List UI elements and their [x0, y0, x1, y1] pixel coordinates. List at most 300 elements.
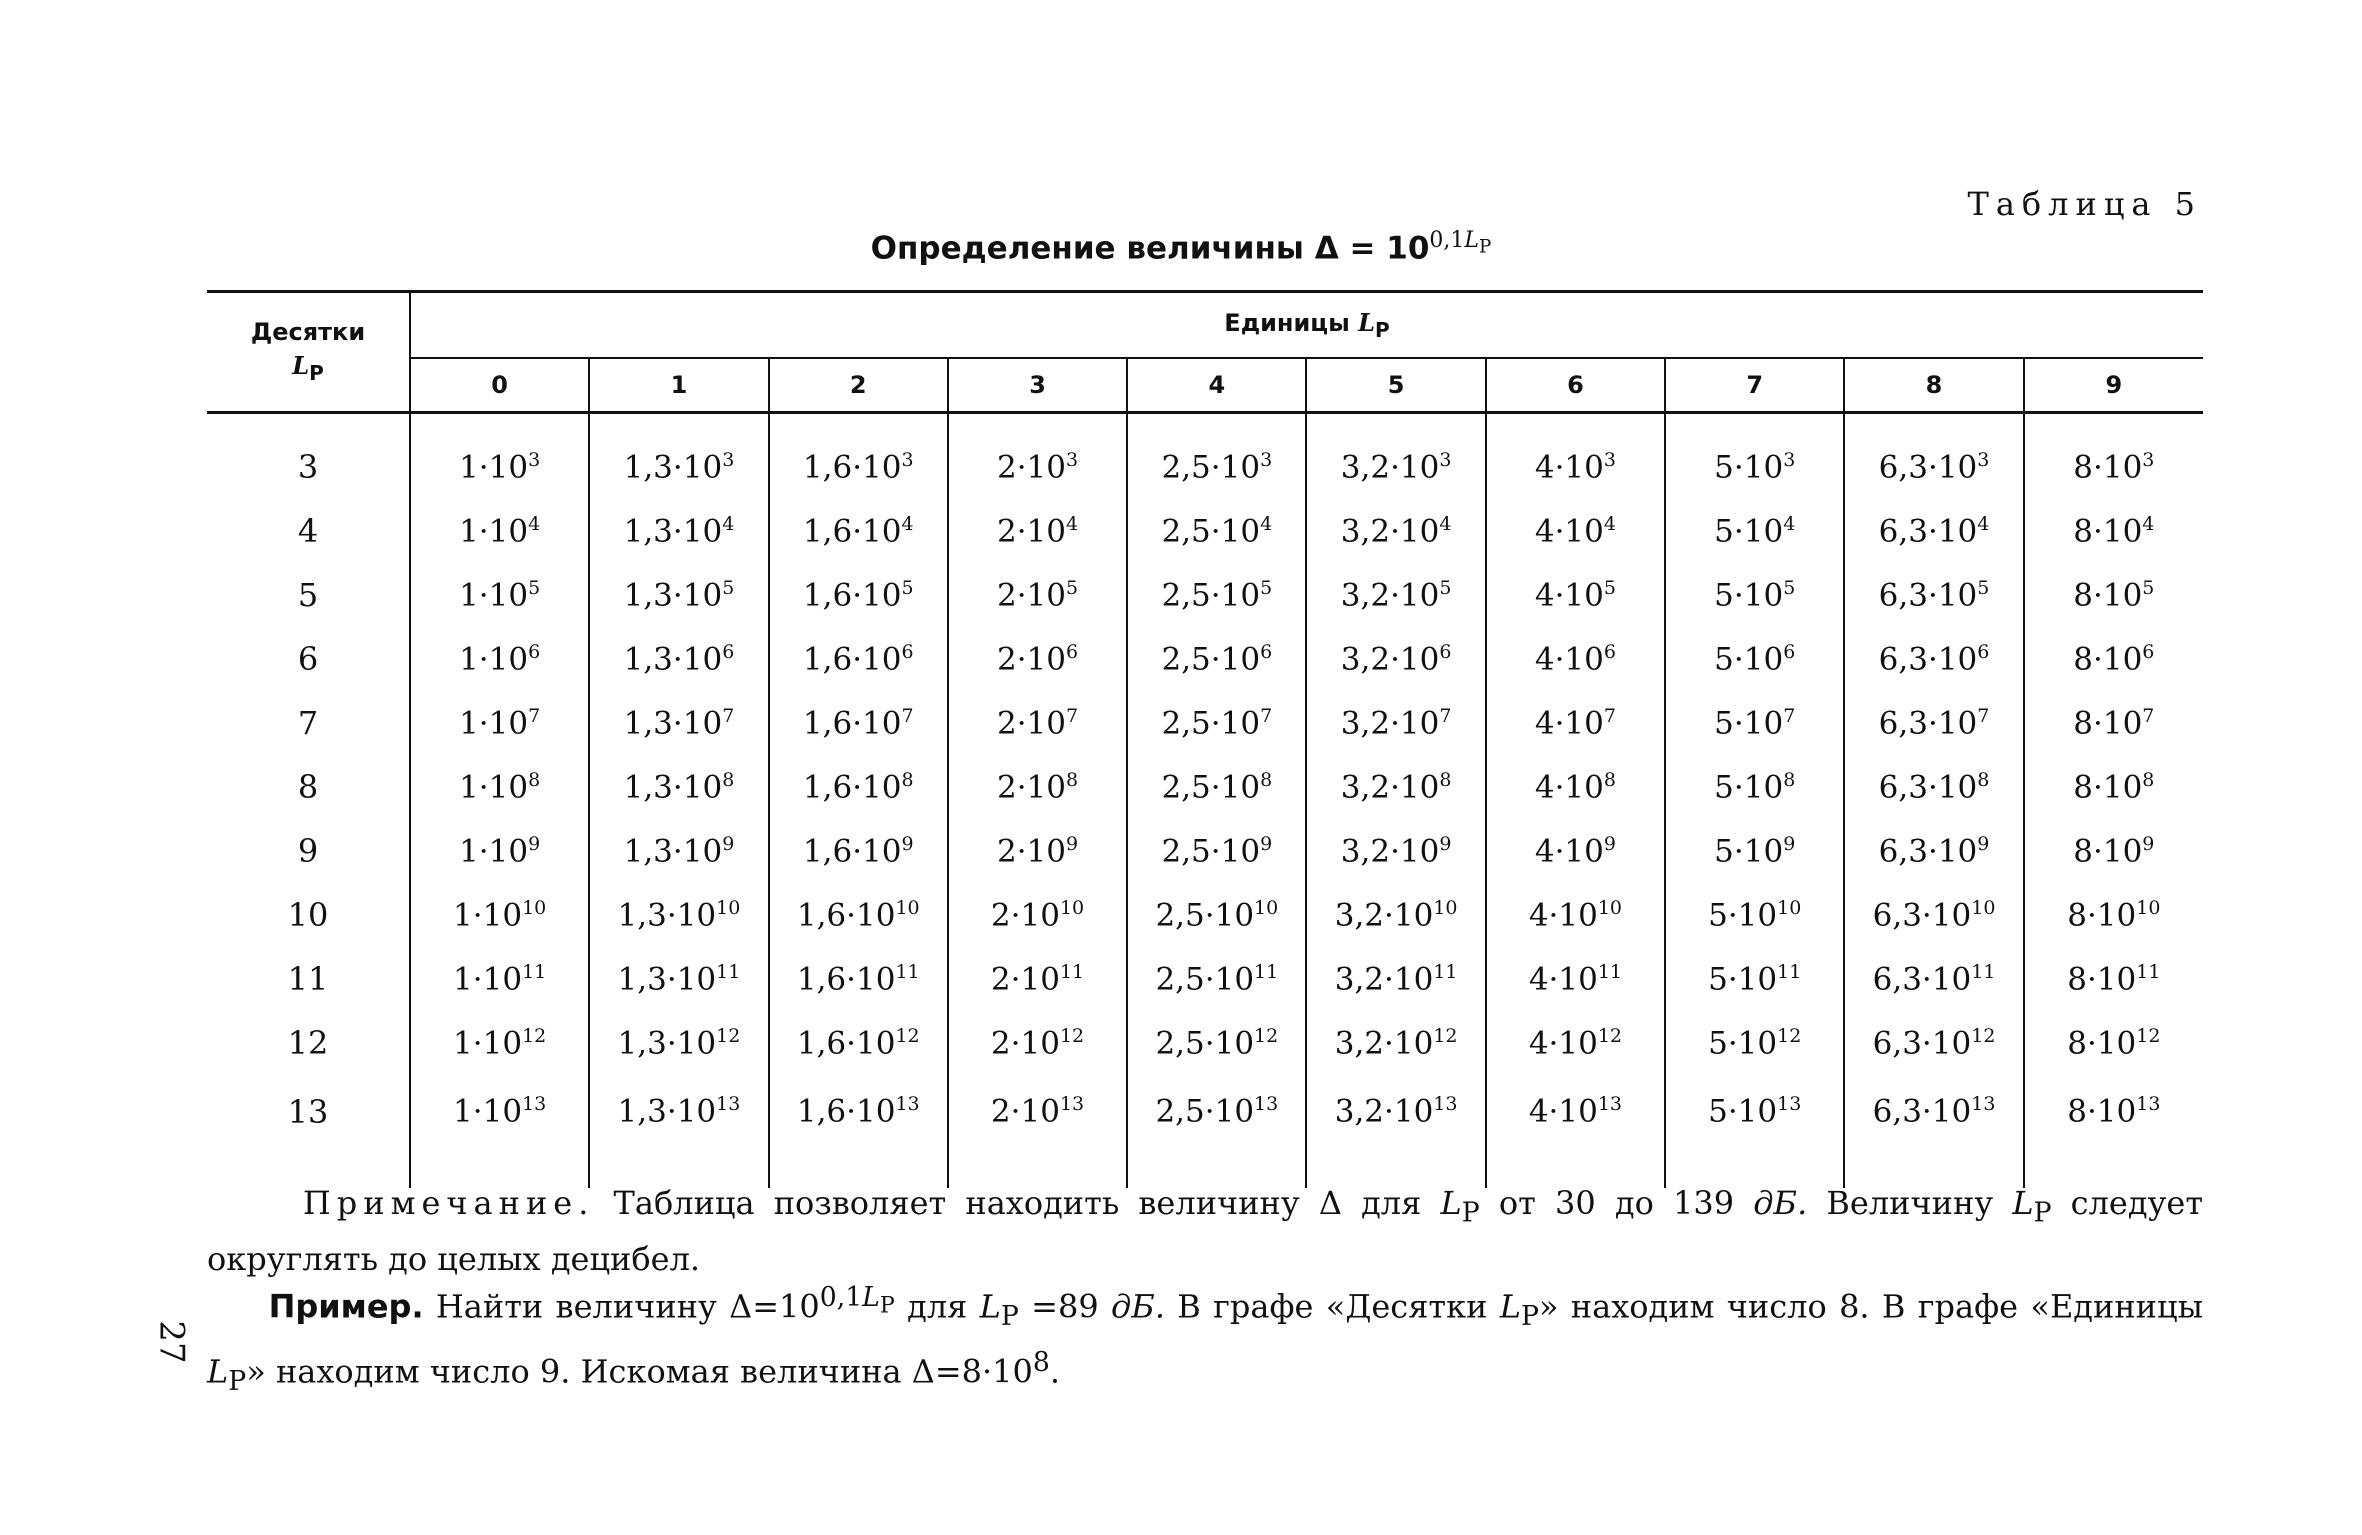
- value-mantissa: 1,3·10: [623, 449, 723, 486]
- value-cell: [1127, 883, 1306, 947]
- value-mantissa: 1,3·10: [617, 1093, 717, 1130]
- value-cell: [948, 627, 1127, 691]
- value-cell: [1127, 947, 1306, 1011]
- value-mantissa: 4·10: [1528, 897, 1598, 934]
- value-cell: [1844, 947, 2023, 1011]
- value-mantissa: 1,3·10: [623, 641, 723, 678]
- value-exponent: 11: [1971, 960, 1996, 983]
- value-cell: [2024, 691, 2203, 755]
- value-exponent: 8: [2142, 768, 2155, 791]
- value-cell: [948, 1075, 1127, 1188]
- value-exponent: 12: [2136, 1024, 2161, 1047]
- value-cell: [1127, 819, 1306, 883]
- value-cell: [410, 627, 589, 691]
- table-title: [0, 228, 2362, 266]
- delta-table: [207, 290, 2203, 1188]
- value-cell: [1844, 1011, 2023, 1075]
- value-exponent: 12: [716, 1024, 741, 1047]
- value-mantissa: 1,6·10: [802, 705, 902, 742]
- value-cell: [1665, 1075, 1844, 1188]
- value-mantissa: 1·10: [459, 641, 529, 678]
- value-exponent: 5: [2142, 576, 2155, 599]
- value-cell: [1665, 691, 1844, 755]
- value-exponent: 9: [1603, 832, 1616, 855]
- value-cell: [1844, 755, 2023, 819]
- value-exponent: 7: [722, 704, 735, 727]
- value-cell: [410, 819, 589, 883]
- table-row: [207, 563, 2203, 627]
- value-mantissa: 1,3·10: [617, 897, 717, 934]
- value-mantissa: 6,3·10: [1872, 961, 1972, 998]
- value-cell: [1306, 413, 1485, 500]
- value-mantissa: 1,6·10: [802, 769, 902, 806]
- value-mantissa: 4·10: [1534, 833, 1604, 870]
- value-cell: [1306, 883, 1485, 947]
- value-exponent: 7: [2142, 704, 2155, 727]
- value-cell: [589, 627, 768, 691]
- value-mantissa: 5·10: [1714, 705, 1784, 742]
- value-cell: [769, 883, 948, 947]
- value-exponent: 3: [1260, 448, 1273, 471]
- value-mantissa: 1·10: [459, 449, 529, 486]
- value-cell: [1844, 883, 2023, 947]
- example-paragraph: Пример. Найти величину $\Delta=10^{0,1L_P}$ для $L_P =89$ дБ. В графе «Десятки $L_P$» находим число 8. В графе «Единицы $L_P$» находим число 9. Искомая величина $\Delta=8\cdot 10^8$.: [207, 1282, 2204, 1398]
- value-mantissa: 5·10: [1714, 449, 1784, 486]
- value-exponent: 11: [1254, 960, 1279, 983]
- value-exponent: 4: [722, 512, 735, 535]
- value-cell: [769, 819, 948, 883]
- value-exponent: 10: [1777, 896, 1802, 919]
- value-mantissa: 8·10: [2073, 577, 2143, 614]
- value-exponent: 9: [528, 832, 541, 855]
- value-mantissa: 2,5·10: [1155, 1025, 1255, 1062]
- value-mantissa: 4·10: [1528, 961, 1598, 998]
- title-exponent: 0,1LP: [1429, 228, 1492, 258]
- value-cell: [769, 1075, 948, 1188]
- value-cell: [1306, 755, 1485, 819]
- value-exponent: 8: [1783, 768, 1796, 791]
- value-exponent: 9: [1260, 832, 1273, 855]
- value-cell: [1486, 563, 1665, 627]
- value-mantissa: 1,3·10: [623, 705, 723, 742]
- value-exponent: 13: [1433, 1093, 1458, 1115]
- value-cell: [410, 563, 589, 627]
- value-cell: [2024, 819, 2203, 883]
- value-exponent: 5: [1439, 576, 1452, 599]
- value-exponent: 10: [1971, 896, 1996, 919]
- value-exponent: 10: [716, 896, 741, 919]
- value-cell: [1844, 819, 2023, 883]
- value-mantissa: 8·10: [2073, 449, 2143, 486]
- value-exponent: 8: [528, 768, 541, 791]
- value-cell: [1665, 947, 1844, 1011]
- value-exponent: 10: [1254, 896, 1279, 919]
- table-row: [207, 947, 2203, 1011]
- value-mantissa: 2·10: [990, 961, 1060, 998]
- value-mantissa: 2·10: [996, 513, 1066, 550]
- value-mantissa: 3,2·10: [1334, 961, 1434, 998]
- value-cell: [1844, 691, 2023, 755]
- value-mantissa: 1,6·10: [802, 449, 902, 486]
- value-mantissa: 5·10: [1714, 641, 1784, 678]
- value-exponent: 6: [722, 640, 735, 663]
- value-mantissa: 4·10: [1534, 641, 1604, 678]
- value-cell: [410, 1075, 589, 1188]
- value-exponent: 5: [528, 576, 541, 599]
- value-cell: [1306, 947, 1485, 1011]
- value-cell: [589, 755, 768, 819]
- value-cell: [1306, 819, 1485, 883]
- value-cell: [948, 1011, 1127, 1075]
- value-mantissa: 5·10: [1714, 577, 1784, 614]
- value-exponent: 3: [528, 448, 541, 471]
- value-exponent: 13: [1059, 1093, 1085, 1115]
- value-exponent: 8: [1439, 768, 1452, 791]
- value-mantissa: 1·10: [453, 1025, 523, 1062]
- value-exponent: 5: [1783, 576, 1796, 599]
- value-exponent: 9: [901, 832, 914, 855]
- value-exponent: 10: [1059, 896, 1085, 919]
- value-mantissa: 2·10: [996, 577, 1066, 614]
- value-mantissa: 3,2·10: [1340, 577, 1440, 614]
- value-cell: [589, 1075, 768, 1188]
- value-cell: [1665, 755, 1844, 819]
- unit-column-6: 6: [1486, 358, 1665, 413]
- value-cell: [2024, 413, 2203, 500]
- value-cell: [1665, 499, 1844, 563]
- table-body: [207, 413, 2203, 1189]
- value-exponent: 12: [1433, 1024, 1458, 1047]
- table-row: [207, 499, 2203, 563]
- value-mantissa: 2·10: [996, 449, 1066, 486]
- value-exponent: 3: [2142, 448, 2155, 471]
- value-mantissa: 1,6·10: [796, 1093, 896, 1130]
- value-cell: [410, 1011, 589, 1075]
- decade-cell: 3: [207, 413, 410, 500]
- value-cell: [2024, 1075, 2203, 1188]
- value-mantissa: 5·10: [1714, 769, 1784, 806]
- value-cell: [2024, 563, 2203, 627]
- unit-column-5: 5: [1306, 358, 1485, 413]
- note-label: Примечание.: [302, 1184, 595, 1222]
- unit-column-8: 8: [1844, 358, 2023, 413]
- value-exponent: 4: [1439, 512, 1452, 535]
- value-mantissa: 1·10: [453, 1093, 523, 1130]
- value-mantissa: 8·10: [2073, 769, 2143, 806]
- value-cell: [1306, 691, 1485, 755]
- value-mantissa: 1,3·10: [617, 1025, 717, 1062]
- value-exponent: 9: [1066, 832, 1079, 855]
- value-cell: [2024, 755, 2203, 819]
- value-exponent: 3: [901, 448, 914, 471]
- value-exponent: 3: [1066, 448, 1079, 471]
- value-cell: [410, 883, 589, 947]
- value-cell: [1486, 1011, 1665, 1075]
- value-cell: [410, 755, 589, 819]
- value-exponent: 10: [1433, 896, 1458, 919]
- decade-cell: 6: [207, 627, 410, 691]
- value-cell: [589, 413, 768, 500]
- value-exponent: 7: [1439, 704, 1452, 727]
- value-exponent: 13: [1254, 1093, 1279, 1115]
- value-cell: [769, 947, 948, 1011]
- value-cell: [589, 499, 768, 563]
- value-exponent: 9: [1439, 832, 1452, 855]
- note-paragraph: Примечание. Таблица позволяет находить величину Δ для $L_P$ от 30 до 139 дБ. Величину $L_P$ следует округлять до целых децибел.: [207, 1184, 2204, 1279]
- value-mantissa: 2,5·10: [1161, 833, 1261, 870]
- value-mantissa: 1·10: [459, 769, 529, 806]
- value-mantissa: 3,2·10: [1340, 769, 1440, 806]
- value-exponent: 3: [1439, 448, 1452, 471]
- value-cell: [948, 947, 1127, 1011]
- value-cell: [410, 413, 589, 500]
- value-exponent: 7: [1977, 704, 1990, 727]
- header-decades: Десятки $L_P$: [207, 292, 410, 413]
- value-exponent: 10: [1597, 896, 1623, 919]
- value-mantissa: 2·10: [996, 705, 1066, 742]
- value-cell: [948, 755, 1127, 819]
- value-cell: [1127, 691, 1306, 755]
- value-mantissa: 2,5·10: [1161, 769, 1261, 806]
- value-cell: [1486, 691, 1665, 755]
- value-mantissa: 1,3·10: [617, 961, 717, 998]
- value-exponent: 4: [1066, 512, 1079, 535]
- value-mantissa: 3,2·10: [1340, 641, 1440, 678]
- value-exponent: 9: [2142, 832, 2155, 855]
- unit-column-0: 0: [410, 358, 589, 413]
- value-exponent: 12: [522, 1024, 547, 1047]
- value-exponent: 13: [1777, 1093, 1802, 1115]
- decade-cell: 13: [207, 1075, 410, 1188]
- value-exponent: 6: [1439, 640, 1452, 663]
- value-exponent: 9: [1977, 832, 1990, 855]
- value-mantissa: 3,2·10: [1334, 897, 1434, 934]
- value-cell: [948, 883, 1127, 947]
- value-mantissa: 1,6·10: [802, 833, 902, 870]
- value-cell: [2024, 883, 2203, 947]
- value-mantissa: 2·10: [996, 641, 1066, 678]
- value-cell: [589, 883, 768, 947]
- value-mantissa: 4·10: [1534, 705, 1604, 742]
- value-exponent: 11: [2136, 960, 2161, 983]
- value-mantissa: 8·10: [2073, 705, 2143, 742]
- value-exponent: 5: [1066, 576, 1079, 599]
- value-cell: [1306, 563, 1485, 627]
- value-exponent: 13: [716, 1093, 741, 1115]
- value-mantissa: 6,3·10: [1878, 577, 1978, 614]
- value-cell: [948, 819, 1127, 883]
- value-exponent: 13: [2136, 1093, 2161, 1115]
- table-label: Таблица 5: [1967, 185, 2202, 223]
- value-cell: [1306, 627, 1485, 691]
- value-exponent: 12: [1777, 1024, 1802, 1047]
- value-exponent: 11: [716, 960, 741, 983]
- value-mantissa: 1·10: [453, 897, 523, 934]
- value-exponent: 13: [1971, 1093, 1996, 1115]
- value-cell: [948, 499, 1127, 563]
- value-mantissa: 2·10: [990, 897, 1060, 934]
- value-exponent: 4: [1260, 512, 1273, 535]
- unit-column-4: 4: [1127, 358, 1306, 413]
- value-mantissa: 8·10: [2073, 513, 2143, 550]
- value-cell: [1127, 499, 1306, 563]
- value-exponent: 8: [1260, 768, 1273, 791]
- value-cell: [589, 947, 768, 1011]
- value-exponent: 6: [1260, 640, 1273, 663]
- value-exponent: 5: [1603, 576, 1616, 599]
- value-cell: [410, 499, 589, 563]
- value-mantissa: 6,3·10: [1878, 769, 1978, 806]
- value-exponent: 6: [901, 640, 914, 663]
- value-mantissa: 5·10: [1708, 897, 1778, 934]
- value-cell: [1127, 1011, 1306, 1075]
- value-mantissa: 2,5·10: [1155, 1093, 1255, 1130]
- value-cell: [589, 563, 768, 627]
- decade-cell: 7: [207, 691, 410, 755]
- value-mantissa: 5·10: [1708, 1093, 1778, 1130]
- value-cell: [948, 691, 1127, 755]
- value-mantissa: 1,6·10: [802, 641, 902, 678]
- value-cell: [1665, 883, 1844, 947]
- value-mantissa: 1,6·10: [796, 897, 896, 934]
- value-mantissa: 1·10: [459, 513, 529, 550]
- decade-cell: 10: [207, 883, 410, 947]
- value-exponent: 6: [528, 640, 541, 663]
- value-exponent: 3: [1603, 448, 1616, 471]
- value-mantissa: 1·10: [459, 833, 529, 870]
- value-cell: [410, 691, 589, 755]
- value-mantissa: 8·10: [2073, 641, 2143, 678]
- value-mantissa: 6,3·10: [1878, 449, 1978, 486]
- value-cell: [1486, 1075, 1665, 1188]
- value-cell: [1486, 627, 1665, 691]
- table-container: [207, 290, 2203, 1188]
- value-mantissa: 2,5·10: [1155, 961, 1255, 998]
- value-exponent: 7: [528, 704, 541, 727]
- value-exponent: 8: [901, 768, 914, 791]
- value-mantissa: 3,2·10: [1334, 1025, 1434, 1062]
- value-cell: [2024, 947, 2203, 1011]
- value-exponent: 7: [1603, 704, 1616, 727]
- value-mantissa: 6,3·10: [1872, 1025, 1972, 1062]
- decade-cell: 11: [207, 947, 410, 1011]
- value-cell: [1306, 1075, 1485, 1188]
- title-prefix: Определение величины Δ = 10: [870, 230, 1430, 267]
- value-cell: [769, 413, 948, 500]
- value-exponent: 6: [2142, 640, 2155, 663]
- value-mantissa: 3,2·10: [1340, 833, 1440, 870]
- table-row: [207, 1075, 2203, 1188]
- value-exponent: 3: [722, 448, 735, 471]
- table-row: [207, 413, 2203, 500]
- value-cell: [1665, 413, 1844, 500]
- value-mantissa: 4·10: [1534, 577, 1604, 614]
- value-mantissa: 2,5·10: [1161, 577, 1261, 614]
- value-exponent: 10: [522, 896, 547, 919]
- value-mantissa: 8·10: [2067, 961, 2137, 998]
- value-mantissa: 1,3·10: [623, 577, 723, 614]
- value-cell: [1486, 413, 1665, 500]
- value-cell: [1486, 883, 1665, 947]
- decade-cell: 12: [207, 1011, 410, 1075]
- value-mantissa: 2·10: [996, 769, 1066, 806]
- value-exponent: 4: [1603, 512, 1616, 535]
- value-mantissa: 1,3·10: [623, 769, 723, 806]
- value-mantissa: 4·10: [1534, 769, 1604, 806]
- value-cell: [1665, 1011, 1844, 1075]
- value-exponent: 13: [895, 1093, 920, 1115]
- value-cell: [1486, 947, 1665, 1011]
- value-exponent: 8: [1066, 768, 1079, 791]
- value-cell: [1127, 563, 1306, 627]
- table-row: [207, 755, 2203, 819]
- value-exponent: 6: [1977, 640, 1990, 663]
- example-label: Пример.: [268, 1287, 424, 1326]
- value-mantissa: 8·10: [2067, 897, 2137, 934]
- value-cell: [2024, 1011, 2203, 1075]
- value-cell: [1665, 819, 1844, 883]
- value-mantissa: 4·10: [1534, 513, 1604, 550]
- unit-column-1: 1: [589, 358, 768, 413]
- decade-cell: 5: [207, 563, 410, 627]
- value-cell: [1486, 755, 1665, 819]
- value-mantissa: 2,5·10: [1161, 449, 1261, 486]
- value-exponent: 12: [1254, 1024, 1279, 1047]
- value-exponent: 8: [1603, 768, 1616, 791]
- decade-cell: 4: [207, 499, 410, 563]
- value-exponent: 3: [1783, 448, 1796, 471]
- value-mantissa: 3,2·10: [1334, 1093, 1434, 1130]
- value-exponent: 11: [1597, 960, 1623, 983]
- value-cell: [1665, 627, 1844, 691]
- value-cell: [1127, 627, 1306, 691]
- value-exponent: 13: [522, 1093, 547, 1115]
- value-mantissa: 1,6·10: [796, 1025, 896, 1062]
- value-mantissa: 1,6·10: [796, 961, 896, 998]
- value-exponent: 4: [901, 512, 914, 535]
- page-number: 27: [151, 1320, 192, 1364]
- value-mantissa: 3,2·10: [1340, 513, 1440, 550]
- value-mantissa: 4·10: [1534, 449, 1604, 486]
- value-exponent: 11: [895, 960, 920, 983]
- value-exponent: 12: [1597, 1024, 1623, 1047]
- value-cell: [1306, 499, 1485, 563]
- value-mantissa: 5·10: [1708, 1025, 1778, 1062]
- value-cell: [1306, 1011, 1485, 1075]
- value-exponent: 4: [1783, 512, 1796, 535]
- value-exponent: 11: [1777, 960, 1802, 983]
- value-mantissa: 5·10: [1708, 961, 1778, 998]
- value-mantissa: 2,5·10: [1161, 705, 1261, 742]
- table-row: [207, 819, 2203, 883]
- value-exponent: 11: [522, 960, 547, 983]
- value-mantissa: 2,5·10: [1161, 641, 1261, 678]
- value-cell: [410, 947, 589, 1011]
- value-exponent: 8: [722, 768, 735, 791]
- value-mantissa: 6,3·10: [1872, 897, 1972, 934]
- value-exponent: 13: [1597, 1093, 1623, 1115]
- value-exponent: 11: [1433, 960, 1458, 983]
- value-mantissa: 2·10: [990, 1025, 1060, 1062]
- value-cell: [769, 499, 948, 563]
- value-exponent: 11: [1059, 960, 1085, 983]
- value-mantissa: 6,3·10: [1878, 833, 1978, 870]
- value-exponent: 5: [722, 576, 735, 599]
- value-mantissa: 1·10: [459, 577, 529, 614]
- value-cell: [769, 691, 948, 755]
- value-exponent: 6: [1066, 640, 1079, 663]
- value-cell: [769, 627, 948, 691]
